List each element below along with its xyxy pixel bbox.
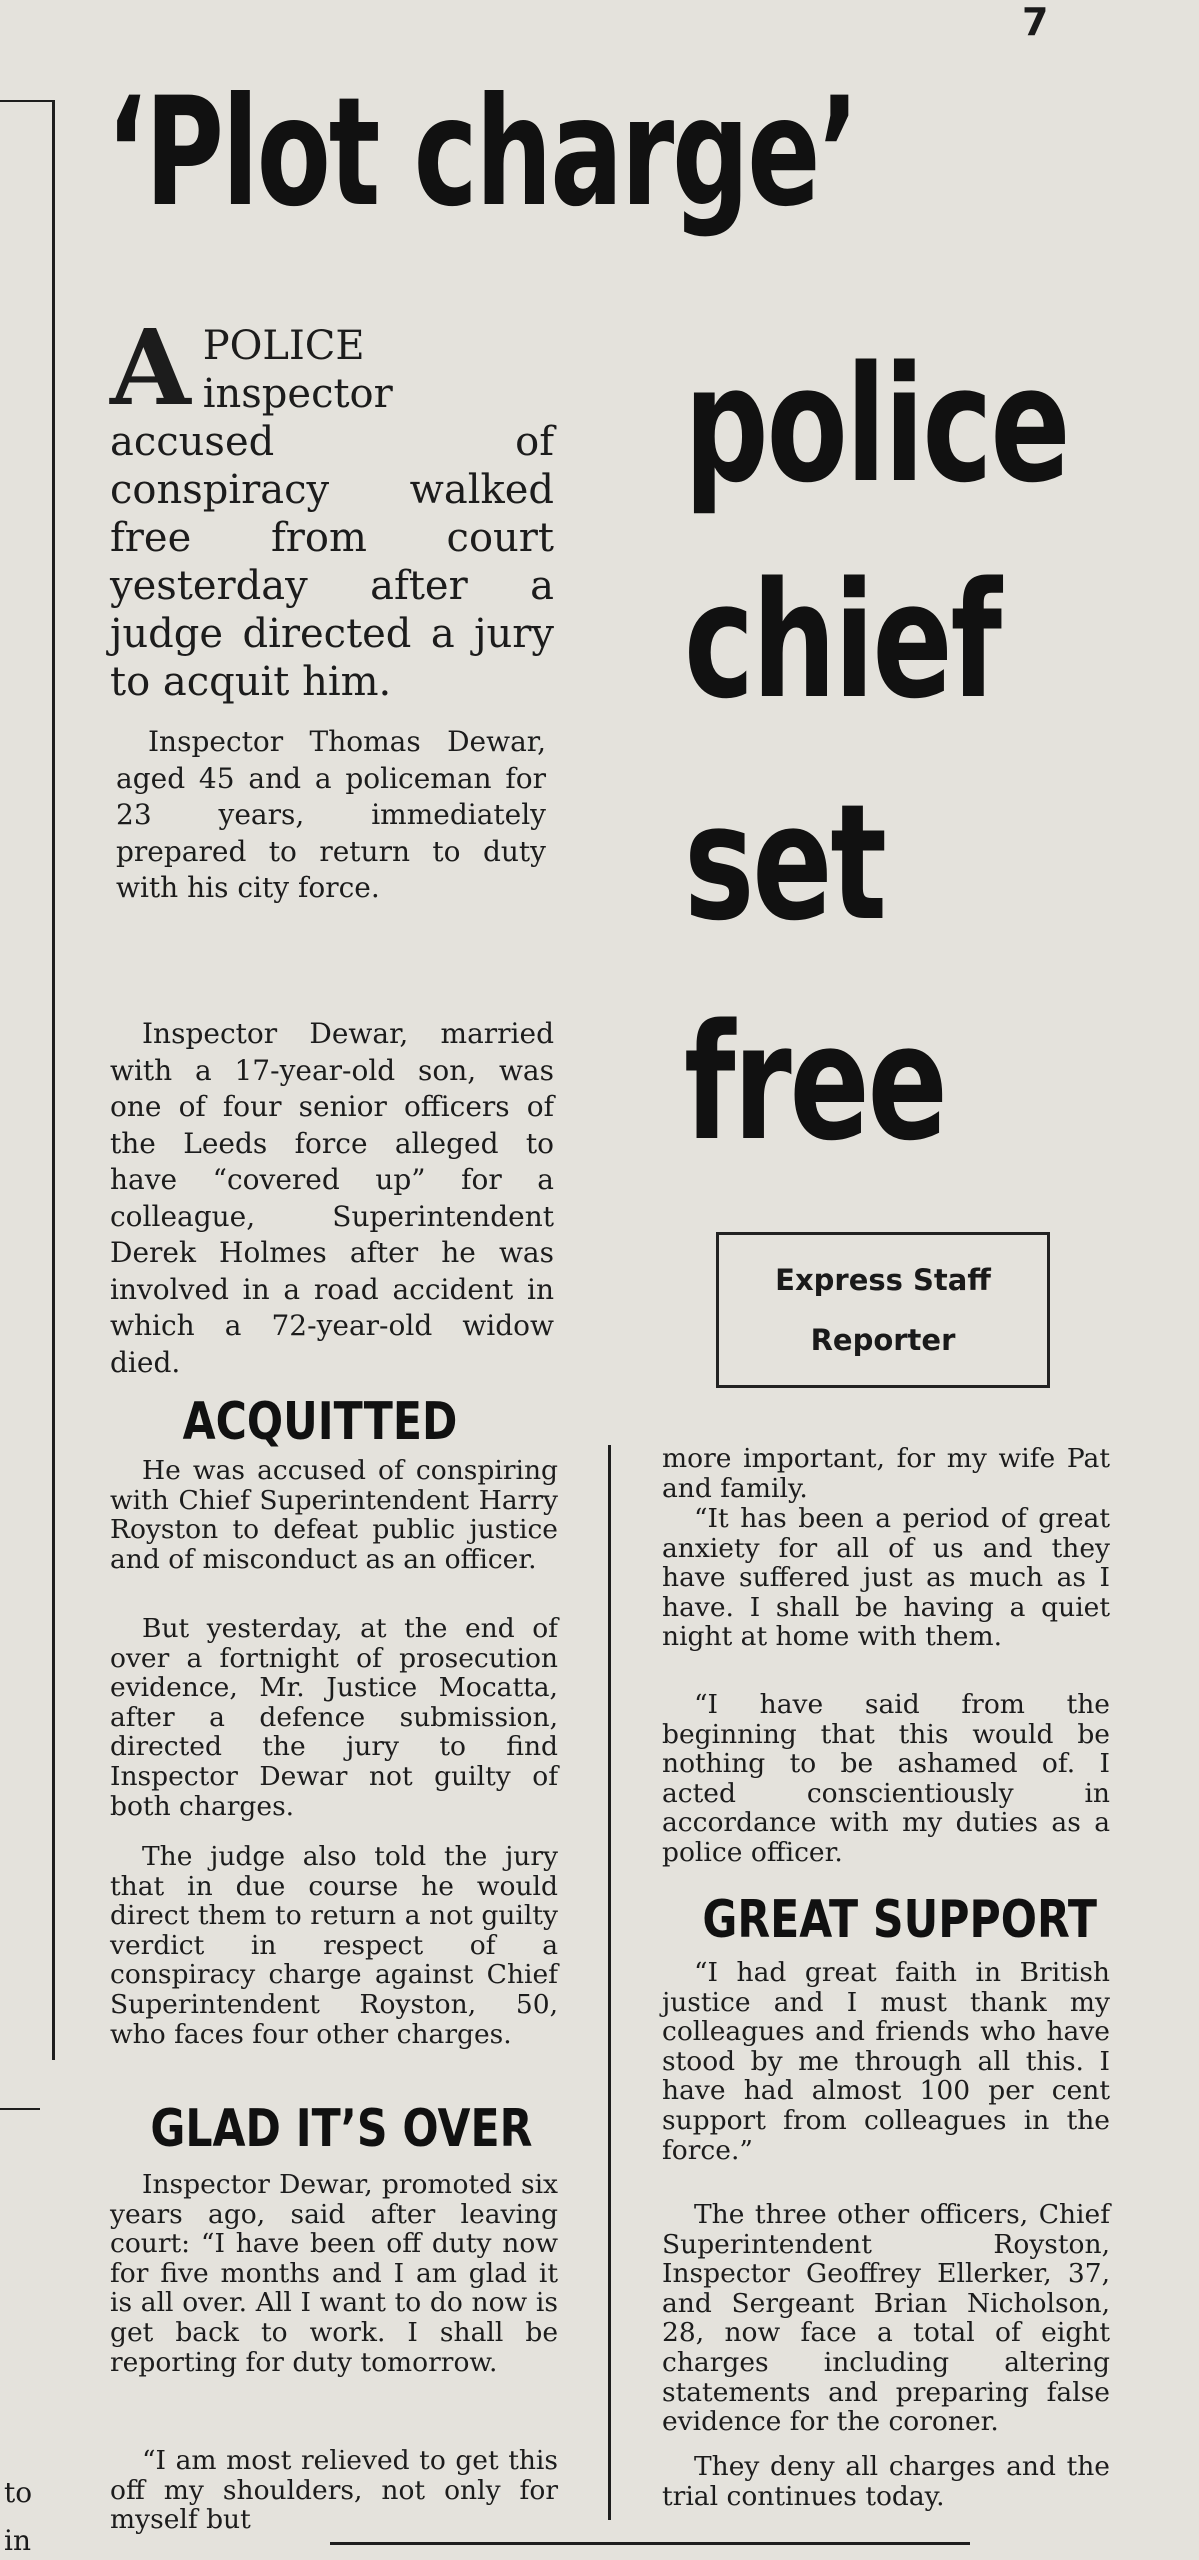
edge-word-to: to xyxy=(4,2476,33,2509)
paragraph-8-continued: more important, for my wife Pat and family. xyxy=(662,1443,1110,1504)
headline-line-3: chief xyxy=(684,547,1000,734)
column-divider-rule xyxy=(608,1445,611,2520)
paragraph-7: “I am most relieved to get this off my shoulders, not only for myself but xyxy=(110,2445,558,2536)
headline-line-5: free xyxy=(684,989,946,1176)
paragraph-5: The judge also told the jury that in due course he would direct them to return a not guilty verdict in respect of a conspiracy charge against Chief Superintendent Royston, 50, who faces four other charges. xyxy=(110,1841,558,2050)
subhead-acquitted: ACQUITTED xyxy=(182,1392,458,1452)
subhead-glad-its-over: GLAD IT’S OVER xyxy=(150,2099,533,2159)
byline-line-2: Reporter xyxy=(810,1323,956,1357)
paragraph-11: “I had great faith in British justice and I must thank my colleagues and friends who have stood by me through all this. I have had almost 100 per cent support from colleagues in the force.” xyxy=(662,1957,1110,2166)
edge-word-in: in xyxy=(4,2524,31,2557)
left-column-rule xyxy=(52,100,55,2060)
paragraph-9: “It has been a period of great anxiety for all of us and they have suffered just as much as I have. I shall be having a quiet night at home with them. xyxy=(662,1503,1110,1653)
paragraph-3: He was accused of conspiring with Chief Superintendent Harry Royston to defeat public justice and of misconduct as an officer. xyxy=(110,1455,558,1575)
headline-line-1: ‘Plot charge’ xyxy=(106,66,858,240)
lead-text: POLICE inspector accused of conspiracy walked free from court yesterday after a judge directed a jury to acquit him. xyxy=(110,323,554,705)
lead-paragraph xyxy=(110,306,554,706)
paragraph-10: “I have said from the beginning that this would be nothing to be ashamed of. I acted conscientiously in accordance with my duties as a police officer. xyxy=(662,1689,1110,1868)
paragraph-12: The three other officers, Chief Superintendent Royston, Inspector Geoffrey Ellerker, 37, and Sergeant Brian Nicholson, 28, now face a total of eight charges including altering statements and preparing false evidence for the coroner. xyxy=(662,2199,1110,2438)
left-bottom-rule xyxy=(0,2108,40,2110)
subhead-great-support: GREAT SUPPORT xyxy=(702,1890,1097,1950)
left-top-rule xyxy=(0,100,54,102)
bottom-rule xyxy=(330,2542,970,2545)
paragraph-13: They deny all charges and the trial continues today. xyxy=(662,2451,1110,2512)
headline-line-2: police xyxy=(684,331,1069,518)
paragraph-2: Inspector Dewar, married with a 17-year-old son, was one of four senior officers of the Leeds force alleged to have “covered up” for a colleague, Superintendent Derek Holmes after he was involved in a road accident in which a 72-year-old widow died. xyxy=(110,1017,554,1379)
paragraph-1: Inspector Thomas Dewar, aged 45 and a policeman for 23 years, immediately prepared to return to duty with his city force. xyxy=(116,725,546,904)
page-number: 7 xyxy=(1022,0,1049,44)
byline-line-1: Express Staff xyxy=(775,1263,991,1297)
byline-box xyxy=(716,1232,1050,1388)
headline-line-4: set xyxy=(684,769,885,956)
paragraph-4: But yesterday, at the end of over a fortnight of prosecution evidence, Mr. Justice Mocatta, after a defence submission, directed the jury to find Inspector Dewar not guilty of both charges. xyxy=(110,1613,558,1822)
paragraph-6: Inspector Dewar, promoted six years ago, said after leaving court: “I have been off duty now for five months and I am glad it is all over. All I want to do now is get back to work. I shall be reporting for duty tomorrow. xyxy=(110,2169,558,2378)
drop-cap: A xyxy=(110,306,191,429)
